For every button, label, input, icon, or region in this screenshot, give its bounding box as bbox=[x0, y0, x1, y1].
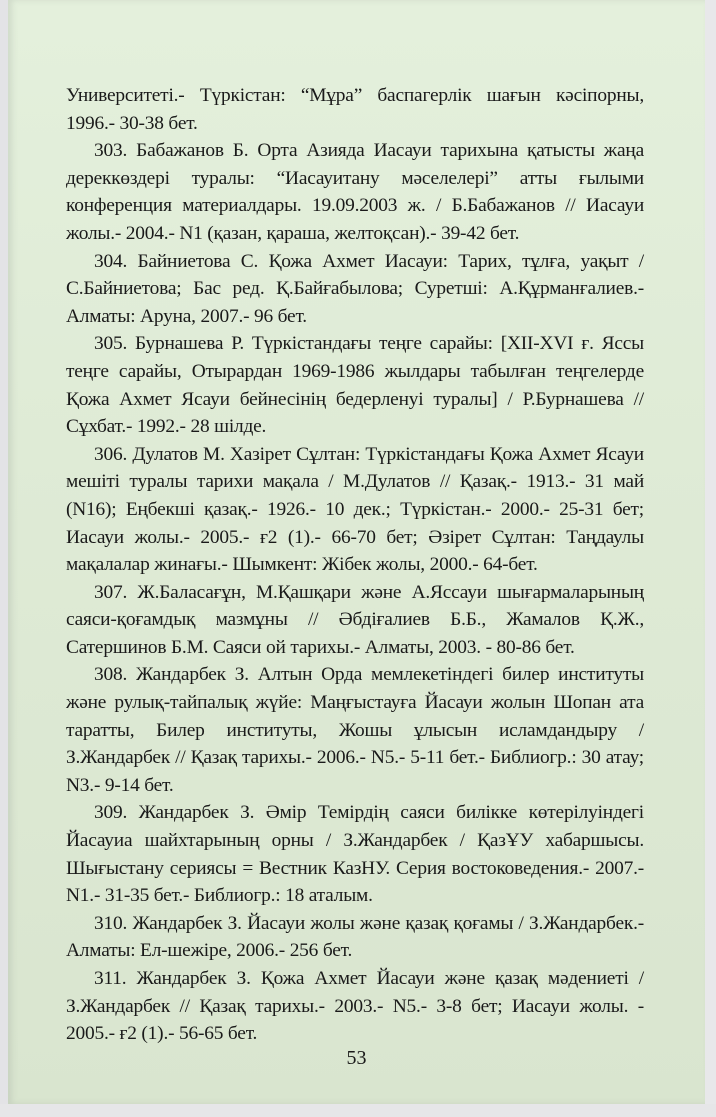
page-number: 53 bbox=[346, 1047, 367, 1069]
page-edge-right bbox=[705, 0, 716, 1117]
bibliography-entry-308: 308. Жандарбек З. Алтын Орда мемлекетіндегі билер институты және рулық-тайпалық жүйе: Маңғыстауға Йасауи жолын Шопан ата таратты, Билер институты, Жошы ұлысын исламдандыру / З.Жандарбек // Қазақ тарихы.- 2006.- N5.- 5-11 бет.- Библиогр.: 30 атау; N3.- 9-14 бет. bbox=[66, 664, 644, 796]
bibliography-list bbox=[66, 82, 644, 1048]
page-edge-bottom bbox=[0, 1104, 716, 1117]
bibliography-entry-305: 305. Бурнашева Р. Түркістандағы теңге сарайы: [XII-XVI ғ. Яссы теңге сарайы, Отырардан 1969-1986 жылдары табылған теңгелерде Қожа Ахмет Ясауи бейнесінің бедерленуі туралы] / Р.Бурнашева // Сұхбат.- 1992.- 28 шілде. bbox=[66, 333, 644, 438]
bibliography-entry-303: 303. Бабажанов Б. Орта Азияда Иасауи тарихына қатысты жаңа дереккөздері туралы: “Иасауитану мәселелері” атты ғылыми конференция материалдары. 19.09.2003 ж. / Б.Бабажанов // Иасауи жолы.- 2004.- N1 (қазан, қараша, желтоқсан).- 39-42 бет. bbox=[66, 140, 644, 244]
bibliography-entry-continuation: Университеті.- Түркістан: “Мұра” баспагерлік шағын кәсіпорны, 1996.- 30-38 бет. bbox=[66, 85, 644, 134]
bibliography-entry-310: 310. Жандарбек З. Йасауи жолы және қазақ қоғамы / З.Жандарбек.- Алматы: Ел-шежіре, 2006.- 256 бет. bbox=[66, 912, 644, 962]
bibliography-entry-304: 304. Байниетова С. Қожа Ахмет Иасауи: Тарих, тұлға, уақыт / С.Байниетова; Бас ред. Қ.Байғабылова; Суретші: А.Құрманғалиев.- Алматы: Аруна, 2007.- 96 бет. bbox=[66, 250, 644, 327]
document-page bbox=[8, 0, 705, 1104]
bibliography-entry-309: 309. Жандарбек З. Әмір Темірдің саяси билікке көтерілуіндегі Йасауиа шайхтарының орны / З.Жандарбек / ҚазҰУ хабаршысы. Шығыстану сериясы = Вестник КазНУ. Серия востоковедения.- 2007.- N1.- 31-35 бет.- Библиогр.: 18 аталым. bbox=[66, 802, 644, 907]
bibliography-entry-307: 307. Ж.Баласағұн, М.Қашқари және А.Яссауи шығармаларының саяси-қоғамдық мазмұны // Әбдіғалиев Б.Б., Жамалов Қ.Ж., Сатершинов Б.М. Саяси ой тарихы.- Алматы, 2003. - 80-86 бет. bbox=[66, 581, 644, 658]
bibliography-entry-311: 311. Жандарбек З. Қожа Ахмет Йасауи және қазақ мәдениеті / З.Жандарбек // Қазақ тарихы.- 2003.- N5.- 3-8 бет; Иасауи жолы. - 2005.- ғ2 (1).- 56-65 бет. bbox=[66, 968, 644, 1045]
bibliography-entry-306: 306. Дулатов М. Хазірет Сұлтан: Түркістандағы Қожа Ахмет Ясауи мешіті туралы тарихи мақала / М.Дулатов // Қазақ.- 1913.- 31 май (N16); Еңбекші қазақ.- 1926.- 10 дек.; Түркістан.- 2000.- 25-31 бет; Иасауи жолы.- 2005.- ғ2 (1).- 66-70 бет; Әзірет Сұлтан: Таңдаулы мақалалар жинағы.- Шымкент: Жібек жолы, 2000.- 64-бет. bbox=[66, 443, 644, 576]
